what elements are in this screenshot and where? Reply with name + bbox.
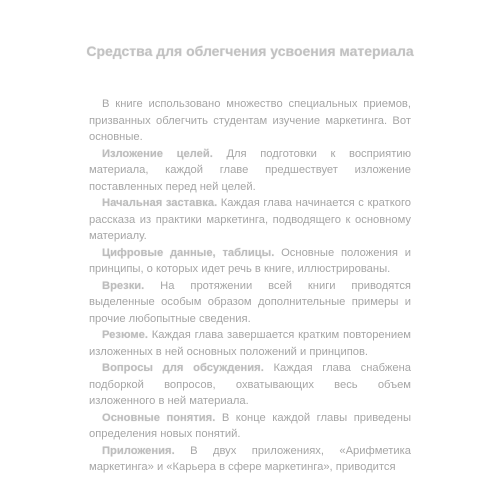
paragraph-inserts <box>89 278 411 328</box>
paragraph-term: Резюме. <box>102 329 148 341</box>
paragraph-term: Врезки. <box>102 279 145 292</box>
document-body <box>89 96 411 476</box>
paragraph-summary <box>89 327 411 360</box>
paragraph-text: Каждая глава снабжена подборкой вопросов, охватывающих весь объем изложенного в ней материала. <box>89 362 411 407</box>
page-title: Средства для облегчения усвоения материала <box>86 43 414 59</box>
paragraph-text: На протяжении всей книги приводятся выделенные особым образом дополнительные примеры и прочие любопытные сведения. <box>89 279 411 325</box>
paragraph-term: Основные понятия. <box>102 411 216 424</box>
paragraph-text: Для подготовки к восприятию материала, каждой главе предшествует изложение поставленных перед ней целей. <box>89 147 411 193</box>
paragraph-figures <box>89 245 411 278</box>
paragraph-opening <box>89 195 411 245</box>
paragraph-text: Каждая глава начинается с краткого рассказа из практики маркетинга, подводящего к основному материалу. <box>89 197 411 242</box>
paragraph-appendices <box>89 443 411 476</box>
paragraph-term: Начальная заставка. <box>102 197 218 209</box>
paragraph-text: В двух приложениях, «Арифметика маркетинга» и «Карьера в сфере маркетинга», приводится <box>89 444 411 473</box>
paragraph-text: В книге использовано множество специальных приемов, призванных облегчить студентам изучение маркетинга. Вот основные. <box>89 98 411 143</box>
paragraph-term: Приложения. <box>102 444 175 457</box>
paragraph-text: Основные положения и принципы, о которых идет речь в книге, иллюстрированы. <box>89 246 411 275</box>
paragraph-questions <box>89 360 411 410</box>
paragraph-text: В конце каждой главы приведены определения новых понятий. <box>89 411 411 440</box>
paragraph-concepts <box>89 410 411 443</box>
paragraph-goals <box>89 146 411 196</box>
paragraph-term: Вопросы для обсуждения. <box>102 362 264 374</box>
paragraph-term: Изложение целей. <box>102 147 213 160</box>
paragraph-intro <box>89 96 411 146</box>
paragraph-text: Каждая глава завершается кратким повторением изложенных в ней основных положений и принципов. <box>89 329 411 358</box>
paragraph-term: Цифровые данные, таблицы. <box>102 246 275 259</box>
